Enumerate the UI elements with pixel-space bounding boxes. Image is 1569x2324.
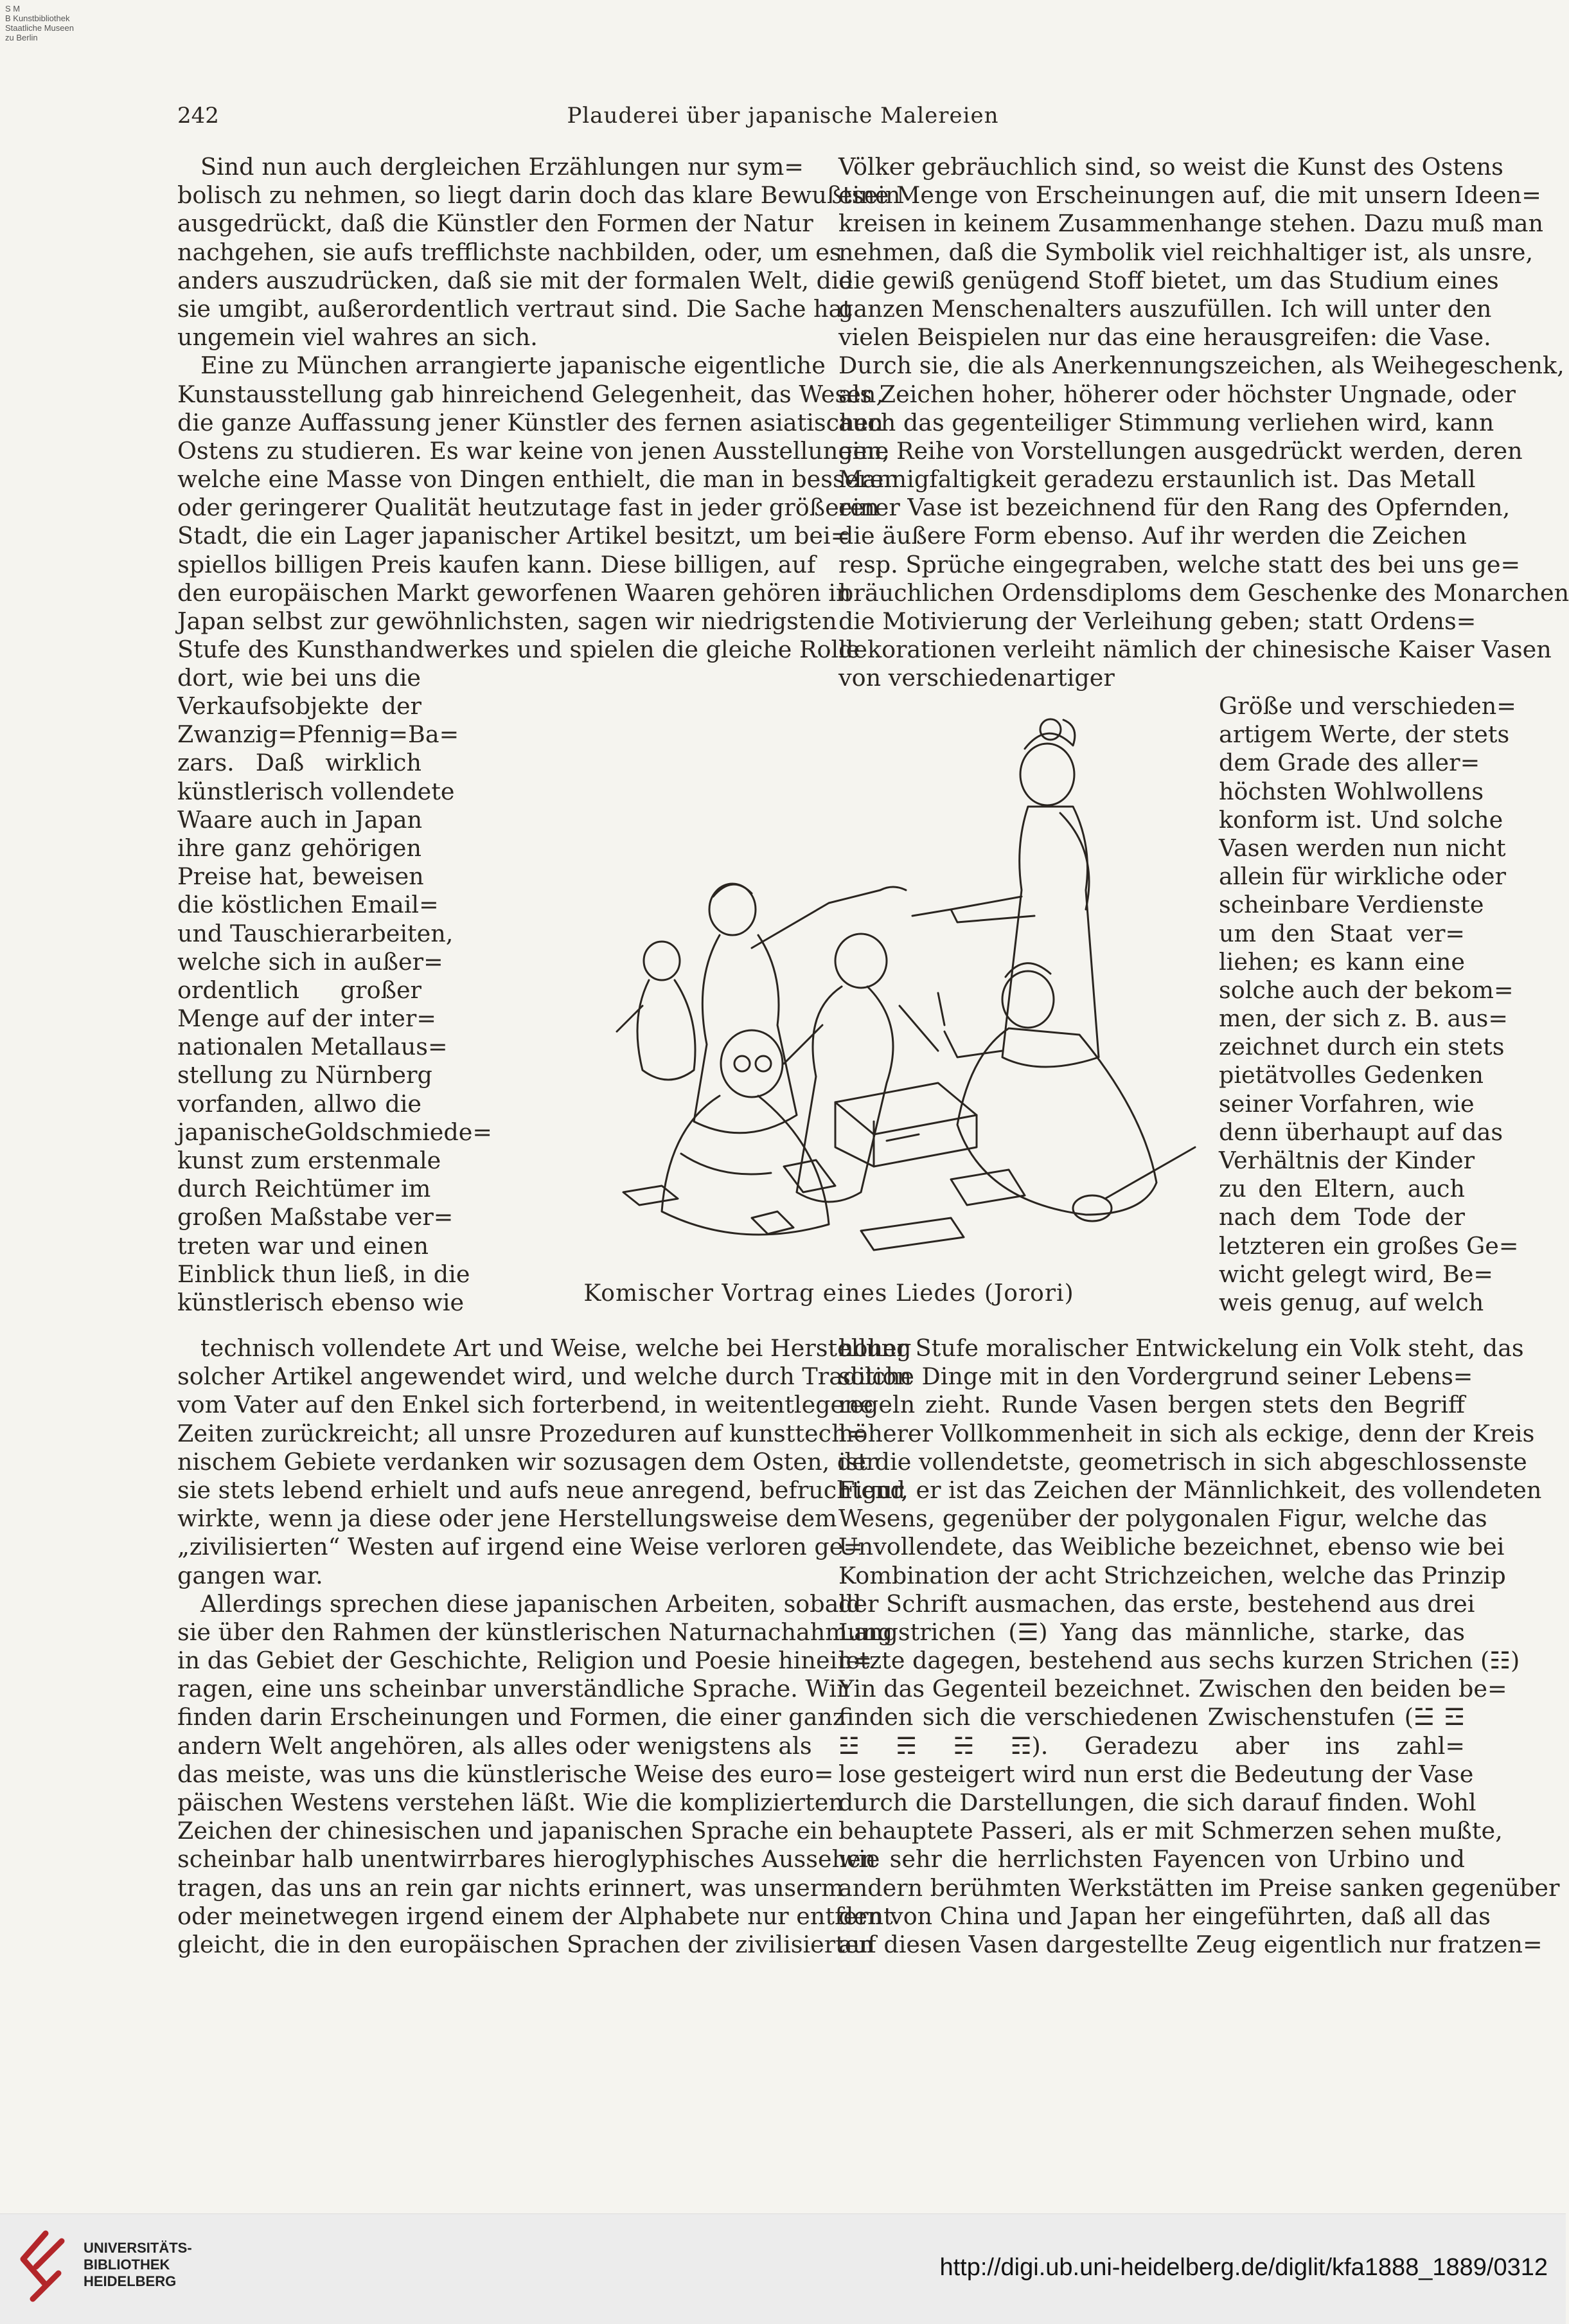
text-line: behauptete Passeri, als er mit Schmerzen sehen mußte, (838, 1817, 1503, 1845)
text-line: oder geringerer Qualität heutzutage fast in jeder größeren (177, 494, 880, 522)
text-line: oder meinetwegen irgend einem der Alphabete nur entfernt (177, 1902, 893, 1930)
text-line: sie stets lebend erhielt und aufs neue anregend, befruchtend (177, 1476, 905, 1504)
permalink-url[interactable]: http://digi.ub.uni-heidelberg.de/diglit/kfa1888_1889/0312 (939, 2254, 1548, 2281)
text-line: regeln zieht. Runde Vasen bergen stets den Begriff (838, 1391, 1465, 1419)
text-line: Yin das Gegenteil bezeichnet. Zwischen den beiden be= (838, 1675, 1507, 1703)
text-line: kunst zum erstenmale (177, 1147, 441, 1174)
left-column-bottom (177, 1334, 912, 1959)
text-line: wicht gelegt wird, Be= (1219, 1260, 1493, 1288)
text-line: und Tauschierarbeiten, (177, 919, 454, 947)
text-line: nationalen Metallaus= (177, 1033, 448, 1061)
text-line: die Motivierung der Verleihung geben; statt Ordens= (838, 607, 1476, 635)
text-line: die gewiß genügend Stoff bietet, um das Studium eines (838, 266, 1499, 294)
text-line: zars. Daß wirklich (177, 749, 421, 777)
text-line: letzteren ein großes Ge= (1219, 1231, 1519, 1260)
stamp-line: zu Berlin (5, 33, 38, 42)
text-line: weis genug, auf welch (1219, 1288, 1484, 1316)
text-line: vorfanden, allwo die (177, 1089, 421, 1118)
text-line: „zivilisierten“ Westen auf irgend eine Weise verloren ge= (177, 1533, 863, 1561)
text-line: men, der sich z. B. aus= (1219, 1005, 1508, 1033)
text-line: resp. Sprüche eingegraben, welche statt des bei uns ge= (838, 550, 1521, 578)
text-line: das meiste, was uns die künstlerische Weise des euro= (177, 1760, 834, 1788)
text-line: der Schrift ausmachen, das erste, bestehend aus drei (838, 1589, 1475, 1618)
running-title: Plauderei über japanische Malereien (567, 103, 999, 129)
text-line: Ostens zu studieren. Es war keine von jenen Ausstellungen, (177, 436, 890, 465)
text-line: Zeiten zurückreicht; all unsre Prozeduren auf kunsttech= (177, 1419, 867, 1447)
text-line: ordentlich großer (177, 976, 421, 1004)
text-line: gangen war. (177, 1561, 323, 1589)
text-line: Sind nun auch dergleichen Erzählungen nur sym= (200, 153, 804, 181)
university-library-logo (17, 2228, 75, 2305)
text-line: wirkte, wenn ja diese oder jene Herstellungsweise dem (177, 1505, 837, 1533)
text-line: Stufe des Kunsthandwerkes und spielen die gleiche Rolle (177, 636, 860, 664)
text-line: kreisen in keinem Zusammenhange stehen. Dazu muß man (838, 210, 1543, 238)
right-column-bottom (838, 1334, 1560, 1959)
text-line: Preise hat, beweisen (177, 863, 424, 891)
text-line: Größe und verschieden= (1219, 692, 1516, 720)
text-line: bräuchlichen Ordensdiploms dem Geschenke des Monarchen (838, 578, 1569, 607)
stamp-line: S M (5, 4, 21, 13)
text-line: andern berühmten Werkstätten im Preise sanken gegenüber (838, 1873, 1560, 1902)
text-line: Kombination der acht Strichzeichen, welche das Prinzip (838, 1561, 1506, 1589)
right-column-top (838, 153, 1569, 693)
left-wrap-column (177, 692, 492, 1317)
text-line: tragen, das uns an rein gar nichts erinnert, was unserm (177, 1873, 844, 1902)
text-line: artigem Werte, der stets (1219, 720, 1510, 749)
text-line: hoher Stufe moralischer Entwickelung ein Volk steht, das (838, 1334, 1524, 1362)
text-line: finden sich die verschiedenen Zwischenstufen (☱ ☲ (838, 1703, 1465, 1731)
text-line: Eine zu München arrangierte japanische eigentliche (200, 352, 826, 380)
text-line: Zeichen der chinesischen und japanischen Sprache ein (177, 1817, 833, 1845)
right-wrap-column (1219, 692, 1519, 1317)
text-line: den europäischen Markt geworfenen Waaren gehören in (177, 578, 851, 607)
library-stamp (5, 4, 74, 42)
text-line: ganzen Menschenalters auszufüllen. Ich will unter den (838, 294, 1492, 323)
left-column-top (177, 153, 901, 693)
text-line: japanischeGoldschmiede= (177, 1118, 492, 1146)
illustration-jorori (450, 704, 1208, 1269)
text-line: denn überhaupt auf das (1219, 1118, 1503, 1146)
figure-caption: Komischer Vortrag eines Liedes (Jorori) (583, 1280, 1074, 1307)
text-line: zeichnet durch ein stets (1219, 1033, 1505, 1061)
text-line: auch das gegenteiliger Stimmung verliehen wird, kann (838, 408, 1494, 436)
text-line: ragen, eine uns scheinbar unverständliche Sprache. Wir (177, 1675, 848, 1703)
text-line: spiellos billigen Preis kaufen kann. Diese billigen, auf (177, 550, 816, 578)
text-line: dort, wie bei uns die (177, 664, 421, 692)
text-line: Wesens, gegenüber der polygonalen Figur, welche das (838, 1505, 1487, 1533)
text-line: künstlerisch vollendete (177, 777, 455, 805)
text-line: bolisch zu nehmen, so liegt darin doch das klare Bewußtsein (177, 181, 901, 210)
text-line: künstlerisch ebenso wie (177, 1288, 465, 1316)
text-line: nehmen, daß die Symbolik viel reichhaltiger ist, als unsre, (838, 238, 1534, 266)
text-line: Mannigfaltigkeit geradezu erstaunlich ist. Das Metall (838, 465, 1476, 494)
text-line: anders auszudrücken, daß sie mit der formalen Welt, die (177, 266, 853, 294)
text-line: Völker gebräuchlich sind, so weist die Kunst des Ostens (838, 153, 1503, 181)
text-line: nach dem Tode der (1219, 1203, 1465, 1231)
text-line: treten war und einen (177, 1231, 429, 1260)
text-line: gleicht, die in den europäischen Sprachen der zivilisierten (177, 1930, 874, 1958)
text-line: Unvollendete, das Weibliche bezeichnet, ebenso wie bei (838, 1533, 1505, 1561)
text-line: konform ist. Und solche (1219, 805, 1503, 834)
text-line: solche auch der bekom= (1219, 976, 1514, 1004)
text-line: eine Reihe von Vorstellungen ausgedrückt werden, deren (838, 436, 1523, 465)
text-line: dem Grade des aller= (1219, 749, 1480, 777)
text-line: als Zeichen hoher, höherer oder höchster Ungnade, oder (838, 380, 1516, 408)
text-line: einer Vase ist bezeichnend für den Rang des Opfernden, (838, 494, 1511, 522)
child-figure (617, 942, 695, 1080)
text-line: Verhältnis der Kinder (1219, 1147, 1475, 1174)
text-line: auf diesen Vasen dargestellte Zeug eigentlich nur fratzen= (838, 1930, 1543, 1958)
text-line: Einblick thun ließ, in die (177, 1260, 470, 1288)
text-line: Zwanzig=Pfennig=Ba= (177, 720, 459, 749)
text-line: stellung zu Nürnberg (177, 1061, 432, 1089)
text-line: solche Dinge mit in den Vordergrund seiner Lebens= (838, 1363, 1473, 1391)
stamp-line: B Kunstbibliothek (5, 13, 70, 23)
text-line: sie umgibt, außerordentlich vertraut sind. Die Sache hat (177, 294, 852, 323)
text-line: päischen Westens verstehen läßt. Wie die komplizierten (177, 1789, 844, 1816)
text-line: andern Welt angehören, als alles oder wenigstens als (177, 1731, 812, 1760)
text-line: ist die vollendetste, geometrisch in sich abgeschlossenste (838, 1447, 1527, 1476)
text-line: vom Vater auf den Enkel sich forterbend, in weitentlegene (177, 1391, 874, 1419)
text-line: welche eine Masse von Dingen enthielt, die man in besserer (177, 465, 895, 494)
text-line: großen Maßstabe ver= (177, 1203, 454, 1231)
text-line: Figur, er ist das Zeichen der Männlichkeit, des vollendeten (838, 1476, 1542, 1504)
text-line: von verschiedenartiger (838, 664, 1115, 692)
text-line: Menge auf der inter= (177, 1005, 436, 1033)
text-line: finden darin Erscheinungen und Formen, die einer ganz (177, 1703, 846, 1731)
digitization-footer (0, 2213, 1566, 2324)
text-line: ungemein viel wahres an sich. (177, 323, 538, 352)
text-line: Kunstausstellung gab hinreichend Gelegenheit, das Wesen, (177, 380, 883, 408)
text-line: sie über den Rahmen der künstlerischen Naturnachahmung (177, 1618, 893, 1646)
text-line: liehen; es kann eine (1219, 947, 1465, 976)
text-line: Verkaufsobjekte der (177, 692, 421, 720)
text-line: Japan selbst zur gewöhnlichsten, sagen wir niedrigsten (177, 607, 837, 635)
text-line: technisch vollendete Art und Weise, welche bei Herstellung (200, 1334, 912, 1362)
text-line: wie sehr die herrlichsten Fayencen von Urbino und (838, 1845, 1465, 1873)
text-line: eine Menge von Erscheinungen auf, die mit unsern Ideen= (838, 181, 1541, 210)
text-line: den von China und Japan her eingeführten, daß all das (838, 1902, 1491, 1930)
text-line: nischem Gebiete verdanken wir sozusagen dem Osten, der (177, 1447, 878, 1476)
text-line: Vasen werden nun nicht (1219, 834, 1506, 862)
text-line: pietätvolles Gedenken (1219, 1061, 1484, 1089)
text-line: höchsten Wohlwollens (1219, 777, 1484, 805)
text-line: scheinbar halb unentwirrbares hieroglyphisches Aussehen (177, 1845, 876, 1873)
text-line: durch die Darstellungen, die sich darauf finden. Wohl (838, 1789, 1476, 1816)
text-line: solcher Artikel angewendet wird, und welche durch Tradition (177, 1363, 912, 1391)
text-line: dekorationen verleiht nämlich der chinesische Kaiser Vasen (838, 636, 1552, 664)
text-line: höherer Vollkommenheit in sich als eckige, denn der Kreis (838, 1419, 1535, 1447)
library-name (84, 2240, 192, 2290)
text-line: die köstlichen Email= (177, 891, 439, 919)
text-line: nachgehen, sie aufs trefflichste nachbilden, oder, um es (177, 238, 842, 266)
text-line: in das Gebiet der Geschichte, Religion und Poesie hinein= (177, 1647, 873, 1675)
text-line: Waare auch in Japan (177, 805, 423, 834)
text-line: welche sich in außer= (177, 947, 443, 976)
text-line: Langstrichen (☰) Yang das männliche, starke, das (838, 1618, 1465, 1646)
text-line: zu den Eltern, auch (1219, 1175, 1465, 1203)
library-name-line: BIBLIOTHEK (84, 2257, 170, 2273)
text-line: ihre ganz gehörigen (177, 834, 421, 862)
text-line: Durch sie, die als Anerkennungszeichen, als Weihegeschenk, (838, 352, 1565, 380)
library-name-line: UNIVERSITÄTS- (84, 2240, 192, 2256)
text-line: vielen Beispielen nur das eine herausgreifen: die Vase. (838, 323, 1491, 352)
library-name-line: HEIDELBERG (84, 2273, 177, 2289)
text-line: ☳ ☴ ☵ ☶). Geradezu aber ins zahl= (838, 1731, 1465, 1760)
text-line: scheinbare Verdienste (1219, 891, 1484, 919)
text-line: die äußere Form ebenso. Auf ihr werden die Zeichen (838, 522, 1467, 550)
text-line: um den Staat ver= (1219, 919, 1465, 947)
page-number: 242 (177, 103, 219, 129)
shamisen-instrument (1073, 1147, 1195, 1221)
text-line: seiner Vorfahren, wie (1219, 1089, 1475, 1118)
stamp-line: Staatliche Museen (5, 23, 74, 33)
text-line: durch Reichtümer im (177, 1175, 431, 1203)
text-line: die ganze Auffassung jener Künstler des fernen asiatischen (177, 408, 883, 436)
text-line: letzte dagegen, bestehend aus sechs kurzen Strichen (☷) (838, 1647, 1520, 1675)
text-line: allein für wirkliche oder (1219, 863, 1506, 891)
text-line: ausgedrückt, daß die Künstler den Formen der Natur (177, 210, 813, 238)
text-line: Allerdings sprechen diese japanischen Arbeiten, sobald (200, 1589, 862, 1618)
text-line: Stadt, die ein Lager japanischer Artikel besitzt, um bei= (177, 522, 851, 550)
text-line: lose gesteigert wird nun erst die Bedeutung der Vase (838, 1760, 1474, 1788)
